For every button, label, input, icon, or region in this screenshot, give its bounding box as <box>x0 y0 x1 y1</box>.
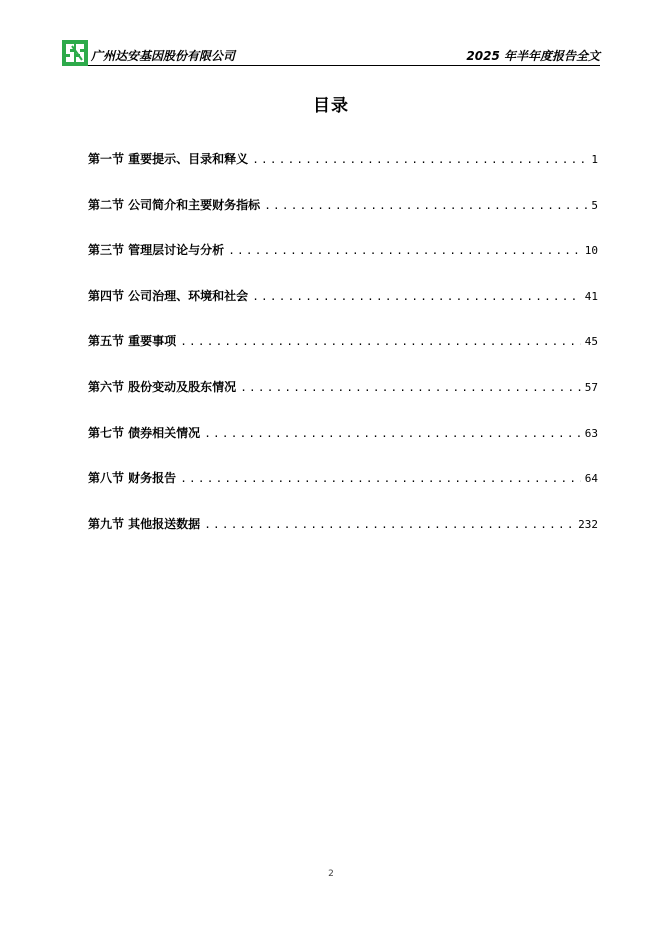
toc-entry-page: 1 <box>591 153 598 166</box>
toc-entry[interactable] <box>88 378 598 424</box>
toc-entry[interactable] <box>88 332 598 378</box>
toc-entry-page: 5 <box>591 198 598 212</box>
toc-entry[interactable] <box>88 515 598 561</box>
page-header <box>62 40 600 66</box>
toc-entry-page: 57 <box>584 380 598 394</box>
report-title: 2025 年半年度报告全文 <box>466 49 600 63</box>
toc-entry-label: 第七节 债券相关情况 <box>88 425 201 440</box>
toc-entry[interactable] <box>88 424 598 470</box>
toc-entry-label: 第六节 股份变动及股东情况 <box>88 379 237 394</box>
company-logo <box>62 40 88 66</box>
toc-leader-dots <box>204 518 574 531</box>
company-name: 广州达安基因股份有限公司 <box>91 49 236 63</box>
header-divider <box>88 65 600 66</box>
toc-entry-page: 45 <box>584 335 598 349</box>
toc-entry-page: 64 <box>584 472 598 486</box>
table-of-contents <box>88 150 598 560</box>
toc-entry-label: 第一节 重要提示、目录和释义 <box>88 152 249 166</box>
toc-entry-page: 41 <box>584 289 598 303</box>
toc-entry[interactable] <box>88 241 598 287</box>
page-number: 2 <box>328 869 334 879</box>
toc-entry-page: 10 <box>584 244 598 258</box>
toc-heading: 目录 <box>313 96 349 116</box>
toc-entry-label: 第四节 公司治理、环境和社会 <box>88 288 249 303</box>
toc-entry-label: 第二节 公司简介和主要财务指标 <box>88 197 261 212</box>
toc-leader-dots <box>240 381 581 394</box>
toc-entry-label: 第九节 其他报送数据 <box>88 516 201 531</box>
toc-entry[interactable] <box>88 150 598 196</box>
toc-entry[interactable] <box>88 469 598 515</box>
toc-leader-dots <box>264 199 587 212</box>
toc-leader-dots <box>252 290 581 303</box>
toc-entry[interactable] <box>88 196 598 242</box>
toc-leader-dots <box>180 335 581 348</box>
toc-entry-label: 第八节 财务报告 <box>88 471 177 486</box>
toc-entry-label: 第三节 管理层讨论与分析 <box>88 243 225 258</box>
toc-leader-dots <box>204 427 581 440</box>
toc-leader-dots <box>180 472 581 485</box>
toc-leader-dots <box>228 244 581 257</box>
toc-leader-dots <box>252 153 587 166</box>
toc-entry[interactable] <box>88 287 598 333</box>
toc-entry-page: 232 <box>578 517 598 531</box>
toc-entry-page: 63 <box>584 426 598 440</box>
toc-entry-label: 第五节 重要事项 <box>88 334 177 349</box>
